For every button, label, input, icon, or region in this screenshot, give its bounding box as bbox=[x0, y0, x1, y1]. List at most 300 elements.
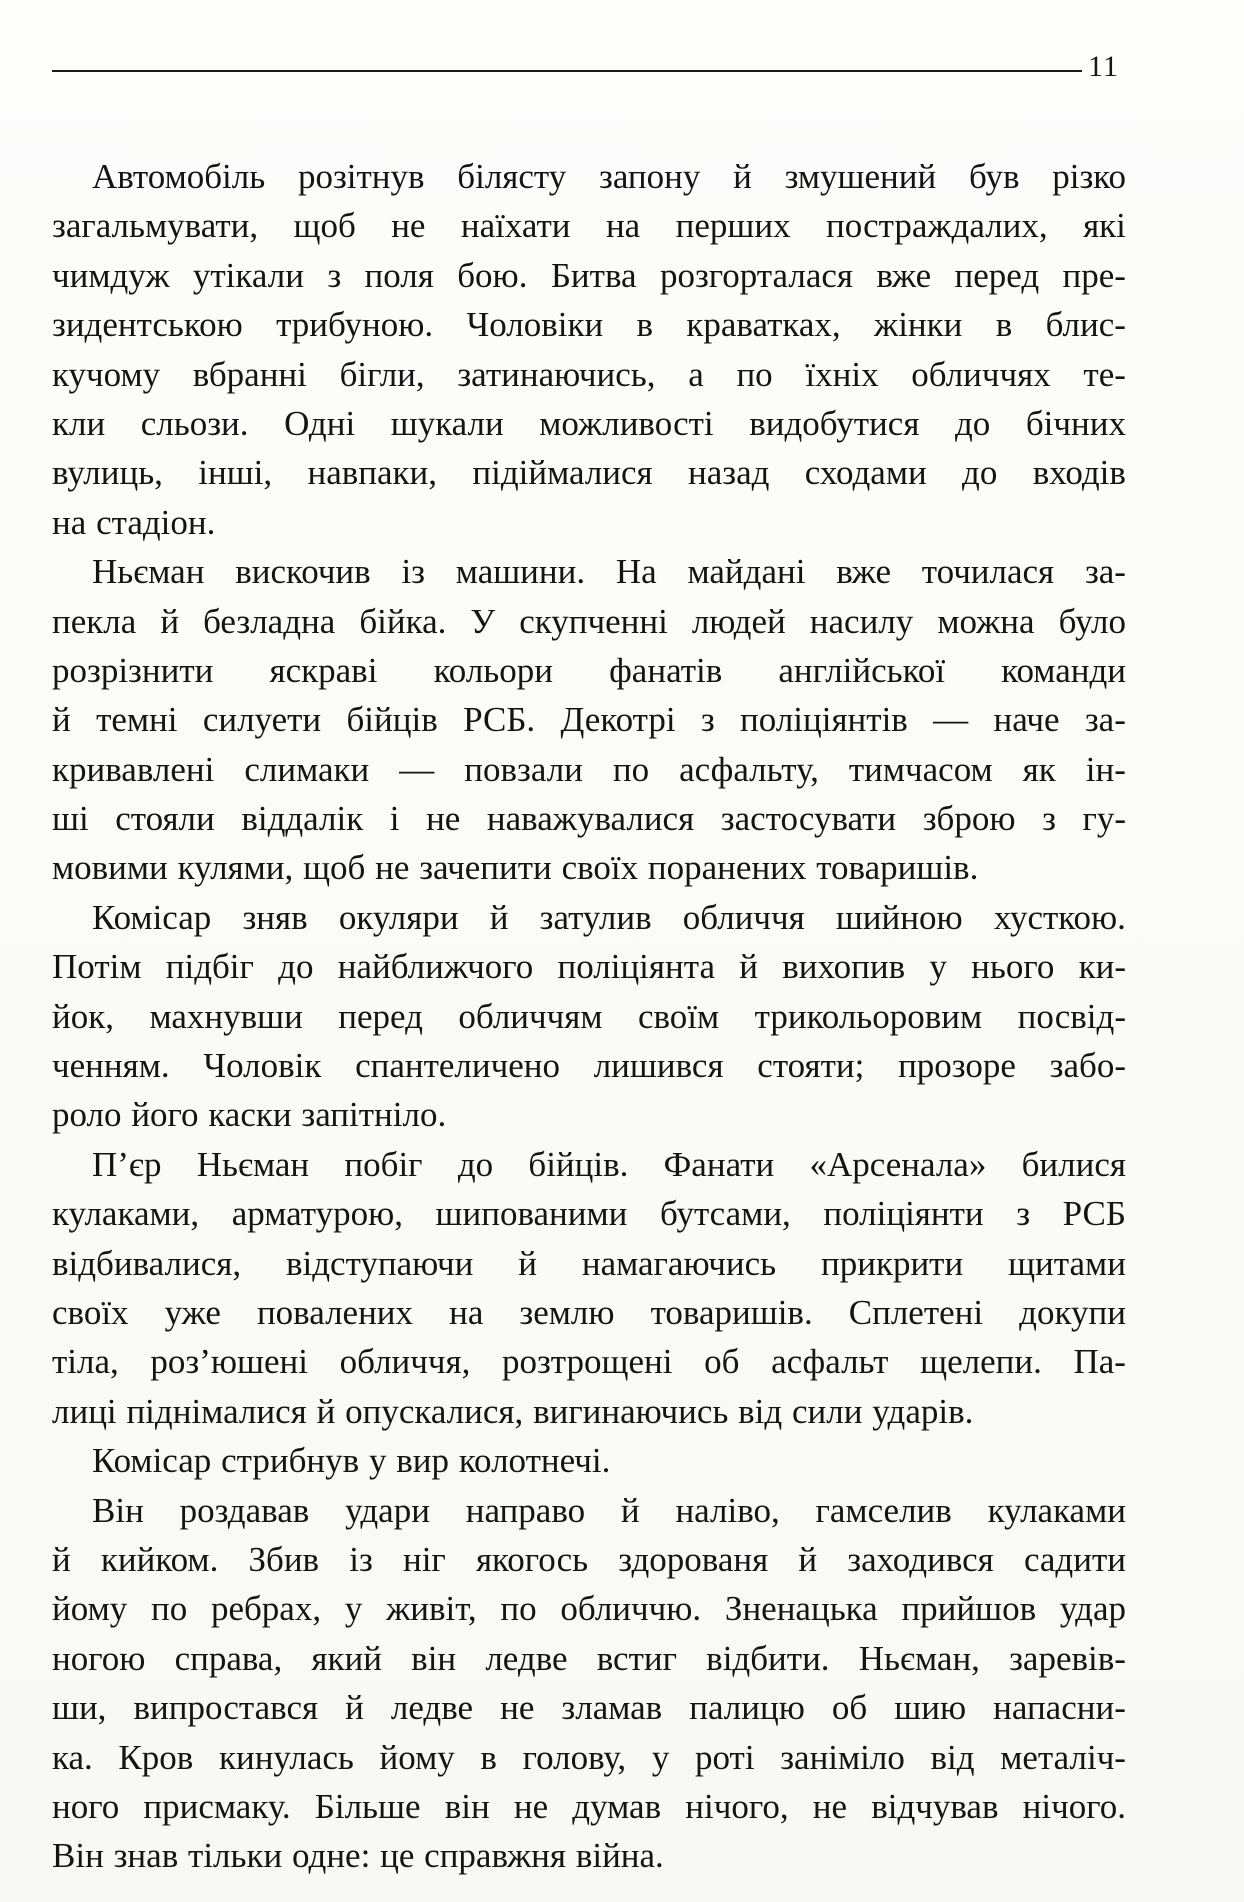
text-word: справа, bbox=[174, 1638, 283, 1678]
text-word: у bbox=[929, 947, 947, 987]
text-word: нього bbox=[971, 947, 1055, 987]
text-word: йому bbox=[379, 1737, 455, 1777]
text-word: безладна bbox=[203, 601, 336, 641]
text-word: ледве bbox=[485, 1638, 568, 1678]
text-word: найближчого bbox=[337, 947, 534, 987]
text-word: роло bbox=[52, 1095, 122, 1135]
text-word: зидентською bbox=[52, 305, 243, 345]
text-word: бійців. bbox=[528, 1144, 629, 1184]
text-word: повзали bbox=[464, 749, 583, 789]
text-word: зняв bbox=[242, 897, 308, 937]
text-line bbox=[52, 1535, 1126, 1584]
text-word: роті bbox=[695, 1737, 755, 1777]
text-word: в bbox=[995, 305, 1013, 345]
text-word: відступаючи bbox=[285, 1243, 474, 1283]
text-word: щоб bbox=[293, 206, 356, 246]
text-word: заревів- bbox=[1009, 1638, 1126, 1678]
text-line bbox=[52, 843, 1126, 892]
text-line bbox=[52, 646, 1126, 695]
text-word: англійської bbox=[778, 650, 946, 690]
text-word: встиг bbox=[596, 1638, 677, 1678]
text-word: не bbox=[375, 848, 410, 888]
text-word: утікали bbox=[192, 255, 304, 295]
text-word: Одні bbox=[284, 403, 356, 443]
text-word: шипованими bbox=[435, 1194, 628, 1234]
text-word: заходився bbox=[847, 1539, 994, 1579]
text-word: по bbox=[612, 749, 650, 789]
text-word: загальмувати, bbox=[52, 206, 259, 246]
text-word: підіймалися bbox=[472, 453, 653, 493]
text-word: назад bbox=[688, 453, 770, 493]
text-word: палицю bbox=[689, 1688, 805, 1728]
text-word: справжня bbox=[424, 1836, 567, 1876]
text-word: вулиць, bbox=[52, 453, 163, 493]
text-word: запону bbox=[599, 157, 701, 196]
text-word: й bbox=[52, 700, 71, 740]
text-word: входів bbox=[1032, 453, 1126, 493]
text-word: кривавлені bbox=[52, 749, 215, 789]
text-word: їхніх bbox=[805, 354, 879, 394]
text-word: Битва bbox=[550, 255, 637, 295]
text-word: удари bbox=[345, 1490, 430, 1530]
text-word: хусткою. bbox=[993, 897, 1126, 937]
text-word: асфальт bbox=[771, 1342, 889, 1382]
text-word: йок, bbox=[52, 996, 114, 1036]
text-word: наліво, bbox=[675, 1490, 780, 1530]
text-word: вир bbox=[396, 1441, 450, 1481]
text-word: силуети bbox=[202, 700, 322, 740]
text-word: уже bbox=[164, 1292, 221, 1332]
text-word: фанатів bbox=[609, 650, 723, 690]
text-word: від bbox=[930, 1737, 975, 1777]
text-line bbox=[52, 498, 1126, 547]
text-word: П’єр bbox=[92, 1144, 162, 1184]
text-word: команди bbox=[1001, 650, 1126, 690]
text-word: садити bbox=[1023, 1539, 1126, 1579]
text-word: своїх bbox=[561, 848, 639, 888]
text-word: «Арсенала» bbox=[809, 1144, 987, 1184]
text-word: перед bbox=[338, 996, 423, 1036]
text-word: не bbox=[500, 1688, 535, 1728]
text-word: обличчя, bbox=[339, 1342, 471, 1382]
text-word: яскраві bbox=[269, 650, 378, 690]
text-word: стрибнув bbox=[221, 1441, 360, 1481]
text-word: поліціянти bbox=[823, 1194, 984, 1234]
text-word: бутсами, bbox=[659, 1194, 791, 1234]
text-word: це bbox=[380, 1836, 415, 1876]
text-word: кольори bbox=[433, 650, 553, 690]
text-line bbox=[52, 1189, 1126, 1238]
text-word: слимаки bbox=[244, 749, 370, 789]
text-word: живіт, bbox=[386, 1589, 477, 1629]
text-word: мовими bbox=[52, 848, 168, 888]
text-line bbox=[52, 1288, 1126, 1337]
text-word: по bbox=[500, 1589, 537, 1629]
text-word: тільки bbox=[188, 1836, 283, 1876]
text-word: до bbox=[278, 947, 314, 987]
text-word: у bbox=[651, 1737, 670, 1777]
text-word: вже bbox=[876, 255, 932, 295]
text-word: майдані bbox=[687, 552, 806, 592]
text-word: з bbox=[327, 255, 342, 295]
text-word: трибуною. bbox=[276, 305, 434, 345]
text-word: бігли, bbox=[339, 354, 425, 394]
text-word: до bbox=[962, 453, 998, 493]
text-word: тіла, bbox=[52, 1342, 119, 1382]
text-word: піднімалися bbox=[126, 1391, 307, 1431]
text-word: удар bbox=[1059, 1589, 1126, 1629]
text-word: нічого, bbox=[685, 1786, 789, 1826]
text-word: своїм bbox=[637, 996, 720, 1036]
text-word: відбити. bbox=[706, 1638, 830, 1678]
text-word: розгорталася bbox=[659, 255, 853, 295]
text-word: запітніло. bbox=[301, 1095, 447, 1135]
text-word: ки- bbox=[1078, 947, 1126, 987]
text-word: зачепити bbox=[419, 848, 552, 888]
text-line bbox=[52, 1239, 1126, 1288]
text-word: махнувши bbox=[149, 996, 303, 1036]
text-word: стояти; bbox=[757, 1046, 865, 1086]
text-word: розітнув bbox=[297, 157, 425, 196]
text-line bbox=[52, 201, 1126, 250]
text-word: кучому bbox=[52, 354, 161, 394]
text-line bbox=[52, 1140, 1126, 1189]
text-word: із bbox=[401, 552, 426, 592]
text-word: йому bbox=[52, 1589, 128, 1629]
text-word: окуляри bbox=[338, 897, 459, 937]
text-word: своїх bbox=[52, 1292, 129, 1332]
text-word: точилася bbox=[921, 552, 1055, 592]
text-word: жінки bbox=[874, 305, 963, 345]
text-word: шию bbox=[894, 1688, 967, 1728]
header-rule bbox=[52, 70, 1082, 72]
text-word: колотнечі. bbox=[458, 1441, 611, 1481]
text-word: те- bbox=[1083, 354, 1126, 394]
text-line bbox=[52, 992, 1126, 1041]
text-word: металіч- bbox=[1000, 1737, 1126, 1777]
text-word: прозоре bbox=[898, 1046, 1016, 1086]
text-word: Збив bbox=[248, 1539, 320, 1579]
text-word: й bbox=[798, 1539, 818, 1579]
text-word: поранених bbox=[647, 848, 807, 888]
text-word: на bbox=[52, 502, 87, 542]
text-word: голову, bbox=[522, 1737, 627, 1777]
text-line bbox=[52, 1584, 1126, 1633]
text-word: можна bbox=[937, 601, 1035, 641]
text-line bbox=[52, 1733, 1126, 1782]
text-word: ши, bbox=[52, 1688, 107, 1728]
text-word: товаришів. bbox=[650, 1292, 813, 1332]
text-word: він bbox=[444, 1786, 490, 1826]
text-word: у bbox=[368, 1441, 387, 1481]
text-word: бічних bbox=[1025, 403, 1126, 443]
text-word: людей bbox=[691, 601, 786, 641]
text-word: можливості bbox=[539, 403, 714, 443]
text-word: гамселив bbox=[815, 1490, 952, 1530]
text-word: трикольоровим bbox=[754, 996, 983, 1036]
text-line bbox=[52, 1337, 1126, 1386]
text-word: різко bbox=[1052, 157, 1126, 196]
text-word: з bbox=[700, 700, 715, 740]
text-word: На bbox=[615, 552, 657, 592]
text-word: й bbox=[316, 1391, 336, 1431]
text-word: вже bbox=[836, 552, 891, 592]
text-word: за- bbox=[1084, 700, 1126, 740]
text-word: розтрощені bbox=[501, 1342, 673, 1382]
text-word: зброю bbox=[922, 799, 1016, 839]
text-word: ногою bbox=[52, 1638, 146, 1678]
text-word: наважувалися bbox=[486, 799, 695, 839]
text-word: роз’юшені bbox=[150, 1342, 308, 1382]
text-word: обличчях bbox=[911, 354, 1051, 394]
text-line bbox=[52, 1683, 1126, 1732]
text-word: об bbox=[704, 1342, 740, 1382]
text-word: із bbox=[349, 1539, 373, 1579]
text-line bbox=[52, 893, 1126, 942]
text-word: наїхати bbox=[460, 206, 571, 246]
text-word: не bbox=[426, 799, 461, 839]
text-word: скупченні bbox=[519, 601, 668, 641]
text-line bbox=[52, 1831, 1126, 1880]
text-word: РСБ bbox=[1062, 1194, 1126, 1234]
body-text bbox=[52, 152, 1126, 1881]
text-word: присмаку. bbox=[143, 1786, 291, 1826]
text-word: ледве bbox=[390, 1688, 474, 1728]
text-word: інші, bbox=[198, 453, 273, 493]
text-word: кли bbox=[52, 403, 106, 443]
text-word: видобутися bbox=[749, 403, 920, 443]
text-word: на bbox=[449, 1292, 484, 1332]
text-word: докупи bbox=[1019, 1292, 1126, 1332]
text-word: повалених bbox=[256, 1292, 414, 1332]
text-word: перед bbox=[954, 255, 1040, 295]
text-word: за- bbox=[1084, 552, 1126, 592]
text-word: чимдуж bbox=[52, 255, 170, 295]
text-word: Він bbox=[52, 1836, 104, 1876]
text-word: ка. bbox=[52, 1737, 93, 1777]
text-word: не bbox=[513, 1786, 549, 1826]
text-word: Комісар bbox=[92, 897, 212, 937]
text-word: перших bbox=[675, 206, 791, 246]
text-word: бійців bbox=[346, 700, 438, 740]
text-line bbox=[52, 251, 1126, 300]
text-word: пре- bbox=[1062, 255, 1126, 295]
text-word: стадіон. bbox=[96, 502, 216, 542]
text-word: заніміло bbox=[780, 1737, 905, 1777]
text-word: він bbox=[411, 1638, 457, 1678]
text-word: ребрах, bbox=[210, 1589, 322, 1629]
text-line bbox=[52, 1634, 1126, 1683]
text-word: не bbox=[812, 1786, 848, 1826]
text-word: затинаючись, bbox=[457, 354, 656, 394]
text-word: ного bbox=[52, 1786, 120, 1826]
text-word: шукали bbox=[390, 403, 504, 443]
text-word: краватках, bbox=[686, 305, 841, 345]
text-word: Па- bbox=[1073, 1342, 1126, 1382]
text-word: якогось bbox=[475, 1539, 589, 1579]
text-word: Чоловіки bbox=[466, 305, 604, 345]
text-word: відбивалися, bbox=[52, 1243, 242, 1283]
text-word: й bbox=[160, 601, 180, 641]
text-word: гу- bbox=[1082, 799, 1126, 839]
text-word: по bbox=[150, 1589, 188, 1629]
text-word: щелепи. bbox=[920, 1342, 1042, 1382]
text-word: направо bbox=[465, 1490, 586, 1530]
text-line bbox=[52, 547, 1126, 596]
text-word: стояли bbox=[115, 799, 215, 839]
text-line bbox=[52, 448, 1126, 497]
text-word: опускалися, bbox=[345, 1391, 524, 1431]
text-word: в bbox=[480, 1737, 497, 1777]
text-word: й bbox=[739, 947, 758, 987]
text-word: напасни- bbox=[993, 1688, 1126, 1728]
text-word: Чоловік bbox=[203, 1046, 322, 1086]
text-word: обличчю. bbox=[560, 1589, 702, 1629]
text-word: ін- bbox=[1085, 749, 1126, 789]
text-word: — bbox=[399, 749, 435, 789]
text-word: Кров bbox=[118, 1737, 194, 1777]
text-word: зламав bbox=[561, 1688, 663, 1728]
text-word: темні bbox=[96, 700, 178, 740]
text-word: затулив bbox=[539, 897, 652, 937]
text-word: щоб bbox=[303, 848, 366, 888]
text-line bbox=[52, 942, 1126, 991]
text-word: Ньєман, bbox=[858, 1638, 980, 1678]
text-line bbox=[52, 350, 1126, 399]
text-line bbox=[52, 152, 1126, 201]
text-word: білясту bbox=[457, 157, 567, 196]
text-word: насилу bbox=[809, 601, 914, 641]
text-word: шийною bbox=[835, 897, 963, 937]
text-word: розрізнити bbox=[52, 650, 214, 690]
text-word: пекла bbox=[52, 601, 137, 641]
text-word: роздавав bbox=[179, 1490, 310, 1530]
page-number: 11 bbox=[1088, 50, 1119, 83]
text-word: асфальту, bbox=[679, 749, 819, 789]
text-word: а bbox=[688, 354, 704, 394]
text-word: кийком. bbox=[100, 1539, 219, 1579]
text-word: лишився bbox=[593, 1046, 724, 1086]
text-word: й bbox=[620, 1490, 640, 1530]
text-word: бійка. bbox=[359, 601, 447, 641]
text-word: РСБ. bbox=[463, 700, 536, 740]
text-word: одне: bbox=[292, 1836, 371, 1876]
text-word: спантеличено bbox=[355, 1046, 560, 1086]
text-word: поліціянта bbox=[557, 947, 715, 987]
text-word: ші bbox=[52, 799, 89, 839]
text-word: бою. bbox=[457, 255, 528, 295]
text-word: з bbox=[1016, 1194, 1031, 1234]
text-word: до bbox=[954, 403, 991, 443]
text-line bbox=[52, 399, 1126, 448]
text-word: обличчя bbox=[682, 897, 805, 937]
text-word: навпаки, bbox=[307, 453, 438, 493]
text-word: побіг bbox=[344, 1144, 423, 1184]
text-word: У bbox=[470, 601, 496, 641]
text-word: й bbox=[52, 1539, 71, 1579]
text-line bbox=[52, 1090, 1126, 1139]
text-word: кулями, bbox=[177, 848, 294, 888]
text-word: билися bbox=[1021, 1144, 1126, 1184]
text-word: не bbox=[391, 206, 426, 246]
text-word: й bbox=[518, 1243, 537, 1283]
text-word: й bbox=[489, 897, 509, 937]
text-word: арматурою, bbox=[231, 1194, 403, 1234]
text-word: каски bbox=[208, 1095, 292, 1135]
text-word: землю bbox=[519, 1292, 615, 1332]
text-word: підбіг bbox=[165, 947, 254, 987]
text-word: вихопив bbox=[782, 947, 906, 987]
text-word: був bbox=[968, 157, 1020, 196]
text-word: тимчасом bbox=[848, 749, 993, 789]
text-word: з bbox=[1042, 799, 1056, 839]
text-word: посвід- bbox=[1017, 996, 1126, 1036]
text-word: змушений bbox=[784, 157, 937, 196]
text-word: поля bbox=[364, 255, 434, 295]
text-line bbox=[52, 695, 1126, 744]
text-word: сходами bbox=[804, 453, 927, 493]
text-word: у bbox=[344, 1589, 363, 1629]
text-word: який bbox=[311, 1638, 382, 1678]
text-word: віддалік bbox=[241, 799, 364, 839]
text-word: лиці bbox=[52, 1391, 117, 1431]
text-line bbox=[52, 300, 1126, 349]
text-word: об bbox=[831, 1688, 868, 1728]
text-word: нічого. bbox=[1022, 1786, 1126, 1826]
text-word: знав bbox=[113, 1836, 179, 1876]
text-word: ніг bbox=[402, 1539, 446, 1579]
text-word: забо- bbox=[1049, 1046, 1126, 1086]
text-word: й bbox=[345, 1688, 364, 1728]
text-word: кулаками bbox=[987, 1490, 1126, 1530]
text-word: намагаючись bbox=[581, 1243, 777, 1283]
text-word: наче bbox=[993, 700, 1060, 740]
text-line bbox=[52, 597, 1126, 646]
text-word: на bbox=[605, 206, 641, 246]
text-word: в bbox=[636, 305, 654, 345]
text-word: які bbox=[1083, 206, 1126, 246]
text-word: по bbox=[736, 354, 773, 394]
text-word: Більше bbox=[314, 1786, 421, 1826]
text-word: випростався bbox=[133, 1688, 319, 1728]
text-word: прикрити bbox=[820, 1243, 964, 1283]
text-word: до bbox=[457, 1144, 494, 1184]
text-line bbox=[52, 1387, 1126, 1436]
text-word: поліціянтів bbox=[740, 700, 908, 740]
text-word: війна. bbox=[575, 1836, 664, 1876]
text-word: — bbox=[933, 700, 969, 740]
text-word: і bbox=[389, 799, 400, 839]
text-word: щитами bbox=[1008, 1243, 1126, 1283]
text-word: кинулась bbox=[218, 1737, 354, 1777]
text-word: Зненацька bbox=[724, 1589, 878, 1629]
text-word: сили bbox=[791, 1391, 863, 1431]
text-word: Він bbox=[92, 1490, 144, 1530]
text-word: обличчям bbox=[458, 996, 603, 1036]
text-line bbox=[52, 1436, 1126, 1485]
text-word: машини. bbox=[455, 552, 586, 592]
text-word: Декотрі bbox=[560, 700, 676, 740]
text-word: товаришів. bbox=[816, 848, 979, 888]
text-word: ченням. bbox=[52, 1046, 170, 1086]
text-word: вигинаючись bbox=[533, 1391, 729, 1431]
text-word: від bbox=[738, 1391, 783, 1431]
text-word: блис- bbox=[1045, 305, 1126, 345]
text-word: думав bbox=[572, 1786, 662, 1826]
text-word: застосувати bbox=[720, 799, 897, 839]
text-word: ударів. bbox=[872, 1391, 974, 1431]
text-word: його bbox=[131, 1095, 199, 1135]
